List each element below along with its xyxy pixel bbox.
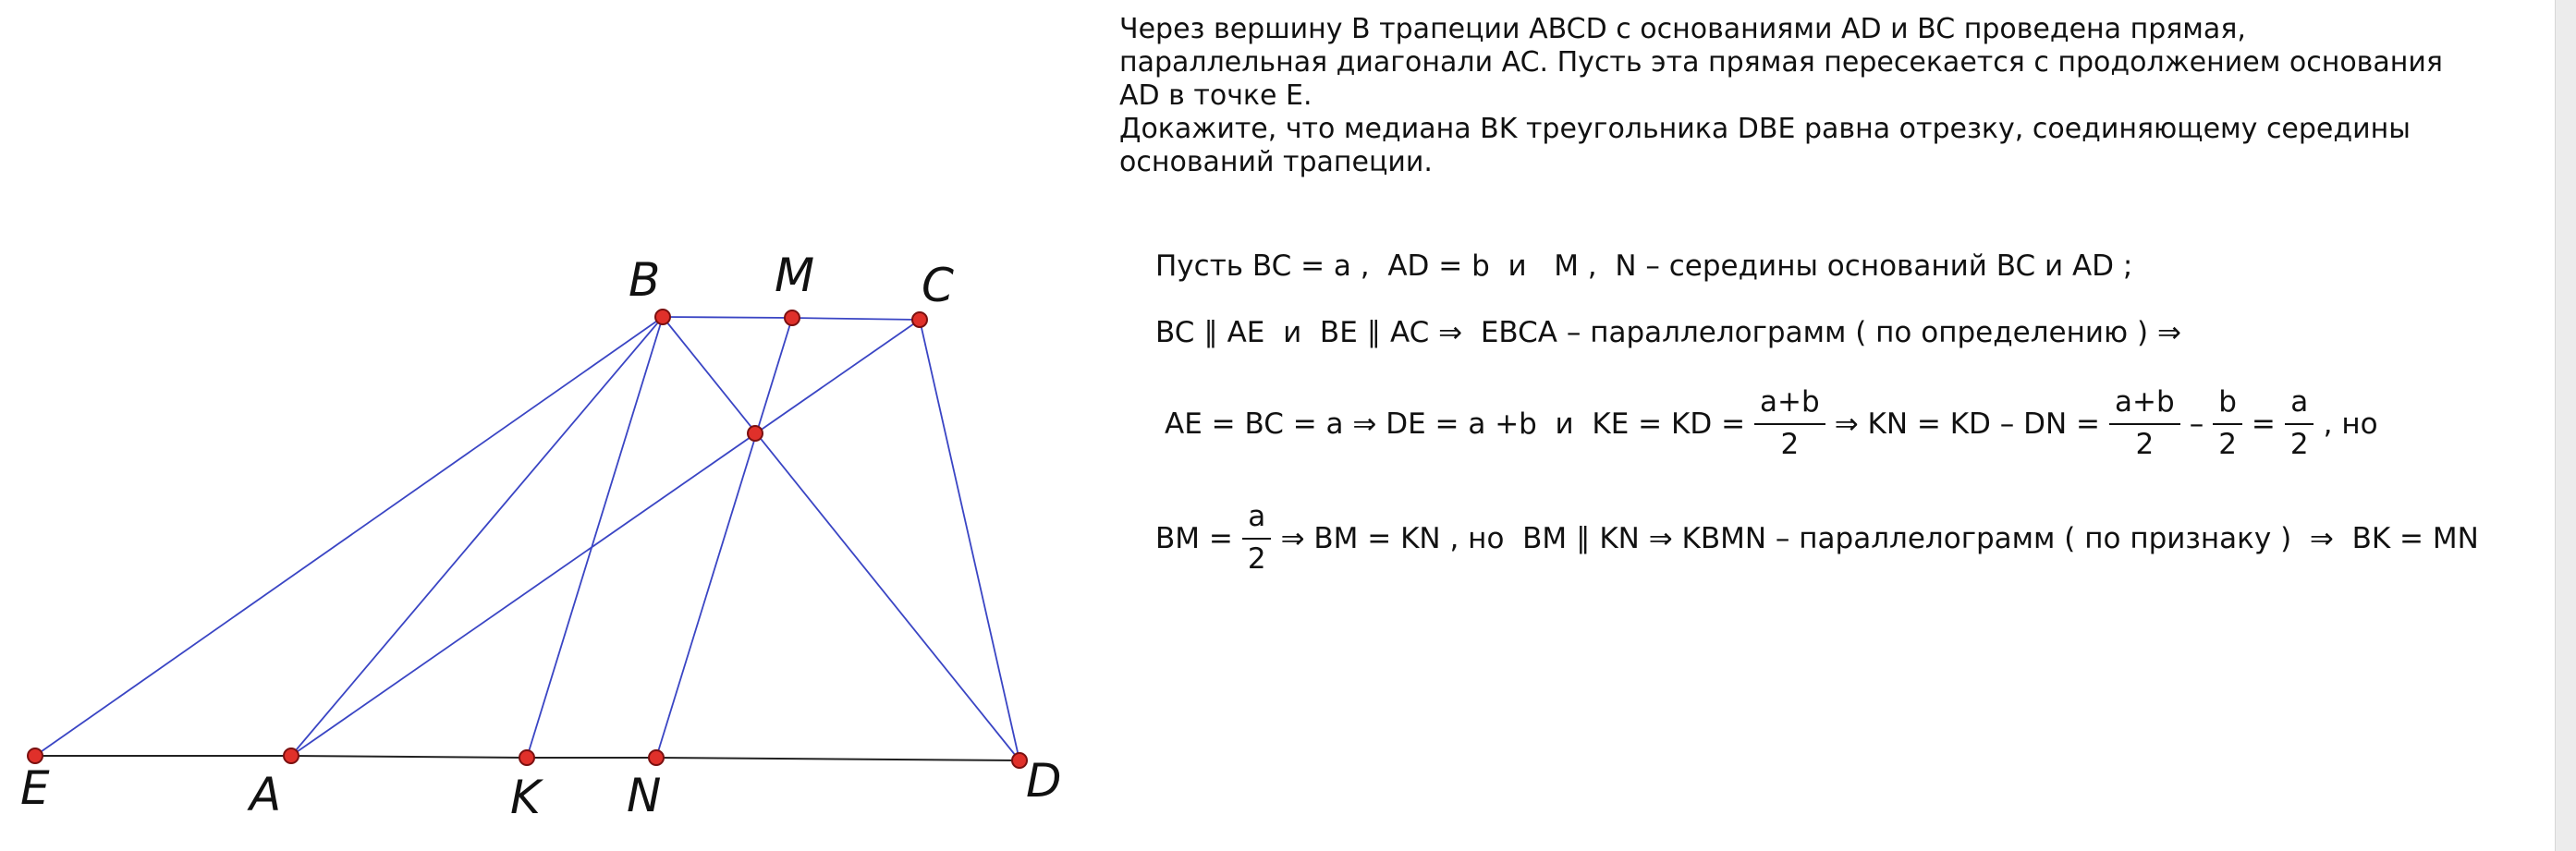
problem-line: оснований трапеции.	[1119, 146, 1433, 178]
segment-BD	[663, 317, 1019, 760]
fraction	[2109, 386, 2180, 461]
solution-line-4	[1155, 501, 2479, 576]
solution-text: ⇒ KN = KD – DN =	[1834, 407, 2101, 441]
point-label-K: K	[510, 771, 541, 824]
point-label-A: A	[250, 768, 282, 821]
trapezoid-figure	[0, 0, 1109, 851]
problem-line: Докажите, что медиана BK треугольника DBE равна отрезку, соединяющему середины	[1119, 113, 2411, 145]
solution-line-2	[1155, 316, 2181, 349]
segment-CD	[920, 320, 1019, 760]
problem-line: AD в точке E.	[1119, 79, 1312, 112]
fraction-denominator: 2	[2218, 427, 2237, 461]
solution-text: AE = BC = a ⇒ DE = a +b и KE = KD =	[1165, 407, 1746, 441]
segment-KB	[527, 317, 663, 758]
problem-statement	[1119, 13, 2506, 179]
fraction	[1242, 501, 1272, 576]
fraction-numerator: b	[2213, 386, 2242, 425]
fraction-denominator: 2	[2289, 427, 2309, 461]
point-label-M: M	[775, 249, 815, 302]
solution-text: –	[2189, 407, 2204, 441]
fraction	[2213, 386, 2242, 461]
point-B	[655, 310, 670, 324]
solution-text: =	[2251, 407, 2276, 441]
fraction-denominator: 2	[1247, 541, 1266, 576]
solution-line-3	[1165, 386, 2378, 461]
solution-text: , но	[2323, 407, 2378, 441]
fraction-numerator: a	[1242, 501, 1271, 540]
fraction-numerator: a+b	[1754, 386, 1825, 425]
point-label-C: C	[922, 259, 954, 312]
segment-BM	[663, 317, 792, 318]
point-label-E: E	[20, 761, 50, 815]
point-N	[649, 750, 664, 765]
fraction	[2285, 386, 2314, 461]
point-intersection	[748, 426, 763, 441]
fraction-denominator: 2	[1780, 427, 1800, 461]
segment-ND	[656, 758, 1019, 760]
problem-line: Через вершину В трапеции ABCD с основаниями AD и BC проведена прямая,	[1119, 13, 2246, 45]
segment-AK	[291, 756, 527, 758]
fraction-denominator: 2	[2135, 427, 2155, 461]
problem-line: параллельная диагонали AC. Пусть эта прямая пересекается с продолжением основания	[1119, 46, 2443, 79]
fraction	[1754, 386, 1825, 461]
point-label-B: B	[629, 253, 661, 307]
fraction-numerator: a	[2285, 386, 2314, 425]
solution-text: ⇒ BM = KN , но BM ∥ KN ⇒ KBMN – параллелограмм ( по признаку ) ⇒ BK = MN	[1280, 521, 2479, 555]
solution-text: BC ∥ AE и BE ∥ AC ⇒ EBCA – параллелограмм ( по определению ) ⇒	[1155, 316, 2181, 349]
solution-line-1	[1155, 249, 2132, 283]
figure-labels	[20, 249, 1062, 824]
vertical-scrollbar[interactable]	[2555, 0, 2576, 851]
fraction-numerator: a+b	[2109, 386, 2180, 425]
solution-text: BM =	[1155, 521, 1233, 555]
segment-EB	[35, 317, 663, 756]
point-K	[519, 750, 534, 765]
point-label-D: D	[1026, 754, 1062, 808]
point-A	[284, 748, 299, 763]
segment-MC	[792, 318, 920, 320]
point-D	[1012, 753, 1027, 768]
point-label-N: N	[627, 769, 662, 822]
point-M	[785, 310, 800, 325]
figure-points	[28, 310, 1027, 768]
solution-text: Пусть BC = a , AD = b и M , N – середины оснований BC и AD ;	[1155, 249, 2133, 283]
point-C	[912, 312, 927, 327]
segment-MN	[656, 318, 792, 758]
figure-segments	[35, 317, 1019, 760]
